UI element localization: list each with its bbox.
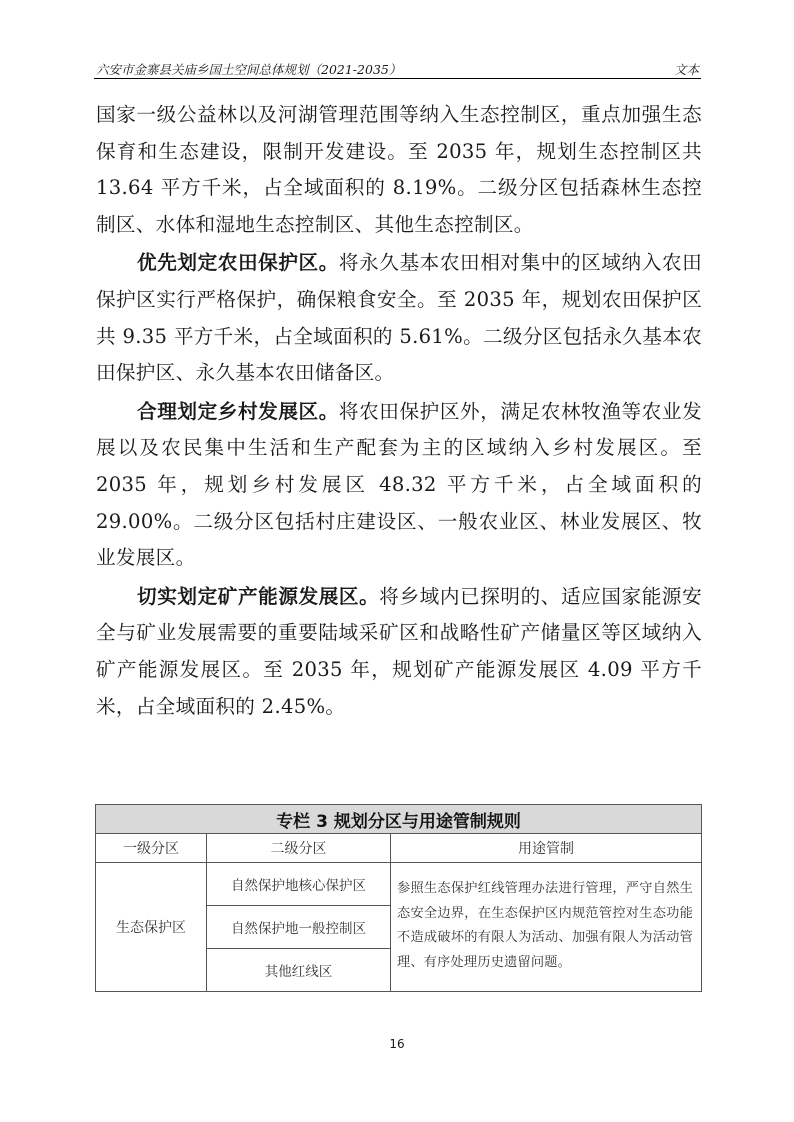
- page-number: 16: [389, 1037, 405, 1051]
- column-header-level1: 一级分区: [96, 834, 207, 863]
- paragraph-heading: 合理划定乡村发展区。: [137, 399, 339, 423]
- header-document-title: 六安市金寨县关庙乡国土空间总体规划（2021-2035）: [96, 62, 402, 77]
- paragraph-text: 将乡域内已探明的、适应国家能源安全与矿业发展需要的重要陆域采矿区和战略性矿产储量区等区域纳入矿产能源发展区。至 2035 年，规划矿产能源发展区 4.09 平方千米，占全域面积的 2.45%。: [96, 584, 702, 718]
- column-header-level2: 二级分区: [207, 834, 391, 863]
- table-row: [96, 863, 702, 906]
- level2-zone-cell: 自然保护地核心保护区: [207, 863, 391, 906]
- paragraph-text: 将永久基本农田相对集中的区域纳入农田保护区实行严格保护，确保粮食安全。至 2035 年，规划农田保护区共 9.35 平方千米，占全域面积的 5.61%。二级分区包括永久基本农田保护区、永久基本农田储备区。: [96, 251, 702, 385]
- use-control-rule-cell: 参照生态保护红线管理办法进行管理，严守自然生态安全边界，在生态保护区内规范管控对生态功能不造成破坏的有限人为活动、加强有限人为活动管理、有序处理历史遗留问题。: [391, 863, 702, 992]
- paragraph-heading: 优先划定农田保护区。: [137, 251, 339, 275]
- level1-zone-cell: 生态保护区: [96, 863, 207, 992]
- paragraph-text: 将农田保护区外，满足农林牧渔等农业发展以及农民集中生活和生产配套为主的区域纳入乡村发展区。至 2035 年，规划乡村发展区 48.32 平方千米，占全域面积的 29.00%。二级分区包括村庄建设区、一般农业区、林业发展区、牧业发展区。: [96, 399, 702, 570]
- page-header: [94, 58, 701, 79]
- level2-zone-cell: 其他红线区: [207, 949, 391, 992]
- paragraph-farmland-protection: [96, 245, 702, 391]
- body-text: [96, 97, 702, 725]
- paragraph-mineral-energy: [96, 579, 702, 725]
- paragraph-rural-development: [96, 394, 702, 577]
- level2-zone-cell: 自然保护地一般控制区: [207, 906, 391, 949]
- paragraph-text: 国家一级公益林以及河湖管理范围等纳入生态控制区，重点加强生态保育和生态建设，限制开发建设。至 2035 年，规划生态控制区共 13.64 平方千米，占全域面积的 8.19%。二级分区包括森林生态控制区、水体和湿地生态控制区、其他生态控制区。: [96, 103, 702, 236]
- column-header-use-control: 用途管制: [391, 834, 702, 863]
- paragraph-heading: 切实划定矿产能源发展区。: [137, 584, 380, 608]
- header-document-type: 文本: [673, 62, 699, 77]
- table-title: 专栏 3 规划分区与用途管制规则: [96, 805, 702, 834]
- zoning-rules-table: [95, 804, 702, 992]
- paragraph-ecological-control: [96, 97, 702, 243]
